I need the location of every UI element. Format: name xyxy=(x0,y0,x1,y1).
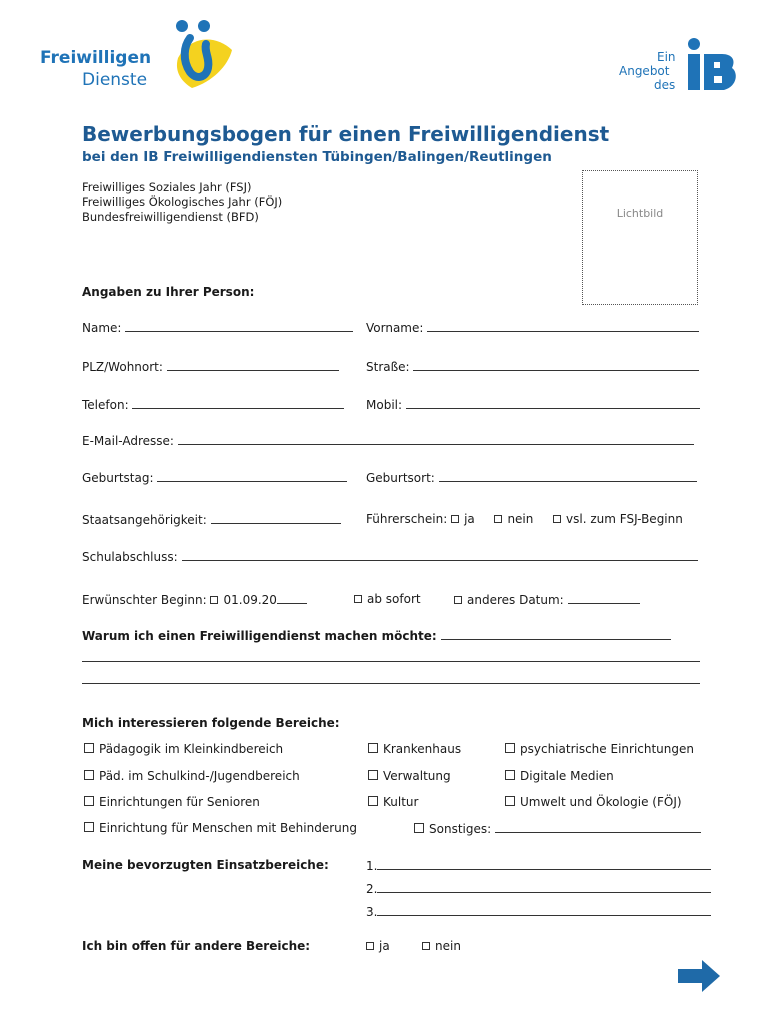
anderes-datum-checkbox[interactable] xyxy=(454,596,462,604)
email-field[interactable] xyxy=(82,433,694,448)
beginn-field xyxy=(82,592,307,607)
preferred-number: 1. xyxy=(366,859,378,873)
interest-umwelt[interactable] xyxy=(505,795,682,809)
plz-field[interactable] xyxy=(82,359,339,374)
interest-label: Päd. im Schulkind-/Jugendbereich xyxy=(99,769,300,783)
checkbox[interactable] xyxy=(505,770,515,780)
strasse-label: Straße: xyxy=(366,360,410,374)
fuehrerschein-vsl-checkbox[interactable] xyxy=(553,515,561,523)
logo-line-1: Freiwilligen xyxy=(40,48,152,68)
vorname-field[interactable] xyxy=(366,320,699,335)
schule-label: Schulabschluss: xyxy=(82,550,178,564)
open-heading: Ich bin offen für andere Bereiche: xyxy=(82,939,311,953)
fs-ja-label: ja xyxy=(464,512,475,526)
geburtstag-line[interactable] xyxy=(157,470,347,482)
ab-sofort-label: ab sofort xyxy=(367,592,421,606)
interest-psychiatrie[interactable] xyxy=(505,742,694,756)
preferred-line[interactable] xyxy=(377,858,711,870)
open-ja-option[interactable] xyxy=(366,939,390,953)
interest-krankenhaus[interactable] xyxy=(368,742,461,756)
section-person-heading: Angaben zu Ihrer Person: xyxy=(82,285,255,299)
interest-label: Krankenhaus xyxy=(383,742,462,756)
interest-kultur[interactable] xyxy=(368,795,418,809)
open-ja-checkbox[interactable] xyxy=(366,942,374,950)
telefon-line[interactable] xyxy=(132,397,344,409)
open-ja-label: ja xyxy=(379,939,390,953)
interest-label: Kultur xyxy=(383,795,419,809)
checkbox[interactable] xyxy=(414,823,424,833)
interest-digitale-medien[interactable] xyxy=(505,769,614,783)
program-fsj: Freiwilliges Soziales Jahr (FSJ) xyxy=(82,180,252,194)
geburtstag-field[interactable] xyxy=(82,470,347,485)
interest-sonstiges[interactable] xyxy=(414,821,701,836)
preferred-line[interactable] xyxy=(377,904,711,916)
fs-nein-label: nein xyxy=(507,512,534,526)
anderes-datum-option[interactable] xyxy=(454,592,640,607)
geburtsort-line[interactable] xyxy=(439,470,697,482)
name-field[interactable] xyxy=(82,320,353,335)
interest-label: Umwelt und Ökologie (FÖJ) xyxy=(520,795,682,809)
ab-sofort-option[interactable] xyxy=(354,592,421,606)
photo-box[interactable] xyxy=(582,170,698,305)
name-line[interactable] xyxy=(125,320,353,332)
warum-field[interactable] xyxy=(82,628,671,643)
ib-logo-line-2: Angebot xyxy=(619,64,670,78)
telefon-field[interactable] xyxy=(82,397,344,412)
plz-line[interactable] xyxy=(167,359,339,371)
preferred-line[interactable] xyxy=(377,881,711,893)
fuehrerschein-nein-checkbox[interactable] xyxy=(494,515,502,523)
geburtsort-label: Geburtsort: xyxy=(366,471,435,485)
ib-logo-icon xyxy=(682,36,742,96)
staat-line[interactable] xyxy=(211,512,341,524)
interest-label: Pädagogik im Kleinkindbereich xyxy=(99,742,284,756)
beginn-year-line[interactable] xyxy=(277,592,307,604)
interest-label: Sonstiges: xyxy=(429,822,492,836)
preferred-3[interactable] xyxy=(366,904,711,919)
strasse-field[interactable] xyxy=(366,359,699,374)
ib-logo-line-1: Ein xyxy=(657,50,676,64)
vorname-line[interactable] xyxy=(427,320,699,332)
geburtstag-label: Geburtstag: xyxy=(82,471,154,485)
program-foj: Freiwilliges Ökologisches Jahr (FÖJ) xyxy=(82,195,283,209)
interest-verwaltung[interactable] xyxy=(368,769,451,783)
checkbox[interactable] xyxy=(368,770,378,780)
checkbox[interactable] xyxy=(368,743,378,753)
open-nein-label: nein xyxy=(435,939,461,953)
interest-label: Einrichtungen für Senioren xyxy=(99,795,260,809)
preferred-number: 3. xyxy=(366,905,378,919)
interest-senioren[interactable] xyxy=(84,795,260,809)
ab-sofort-checkbox[interactable] xyxy=(354,595,362,603)
schule-field[interactable] xyxy=(82,549,698,564)
checkbox[interactable] xyxy=(505,796,515,806)
plz-label: PLZ/Wohnort: xyxy=(82,360,163,374)
fuehrerschein-ja-checkbox[interactable] xyxy=(451,515,459,523)
warum-label: Warum ich einen Freiwilligendienst machen möchte: xyxy=(82,629,437,643)
checkbox[interactable] xyxy=(505,743,515,753)
preferred-2[interactable] xyxy=(366,881,711,896)
interest-label: Digitale Medien xyxy=(520,769,614,783)
open-nein-checkbox[interactable] xyxy=(422,942,430,950)
preferred-heading: Meine bevorzugten Einsatzbereiche: xyxy=(82,858,329,872)
page-title: Bewerbungsbogen für einen Freiwilligendienst xyxy=(82,122,610,146)
interest-behinderung[interactable] xyxy=(84,821,357,835)
mobil-label: Mobil: xyxy=(366,398,403,412)
sonstiges-line[interactable] xyxy=(495,821,701,833)
interests-heading: Mich interessieren folgende Bereiche: xyxy=(82,716,340,730)
fs-vsl-label: vsl. zum FSJ-Beginn xyxy=(566,512,683,526)
vorname-label: Vorname: xyxy=(366,321,424,335)
interest-schulkind[interactable] xyxy=(84,769,300,783)
staat-label: Staatsangehörigkeit: xyxy=(82,513,207,527)
mobil-line[interactable] xyxy=(406,397,700,409)
email-label: E-Mail-Adresse: xyxy=(82,434,174,448)
photo-label: Lichtbild xyxy=(616,207,664,220)
program-bfd: Bundesfreiwilligendienst (BFD) xyxy=(82,210,259,224)
logo-line-2: Dienste xyxy=(82,70,148,90)
interest-paedagogik[interactable] xyxy=(84,742,283,756)
interest-label: psychiatrische Einrichtungen xyxy=(520,742,694,756)
name-label: Name: xyxy=(82,321,122,335)
warum-line-1[interactable] xyxy=(441,628,671,640)
schule-line[interactable] xyxy=(182,549,698,561)
beginn-date-checkbox[interactable] xyxy=(210,596,218,604)
geburtsort-field[interactable] xyxy=(366,470,697,485)
page-subtitle: bei den IB Freiwilligendiensten Tübingen/Balingen/Reutlingen xyxy=(82,149,552,165)
mobil-field[interactable] xyxy=(366,397,700,412)
strasse-line[interactable] xyxy=(413,359,699,371)
checkbox[interactable] xyxy=(84,822,94,832)
anderes-datum-line[interactable] xyxy=(568,592,640,604)
beginn-label: Erwünschter Beginn: xyxy=(82,593,207,607)
interest-label: Einrichtung für Menschen mit Behinderung xyxy=(99,821,357,835)
beginn-date-label: 01.09.20 xyxy=(223,593,277,607)
heart-figure-logo-icon xyxy=(160,16,240,96)
fuehrerschein-field xyxy=(366,512,683,526)
checkbox[interactable] xyxy=(368,796,378,806)
checkbox[interactable] xyxy=(84,796,94,806)
checkbox[interactable] xyxy=(84,770,94,780)
anderes-datum-label: anderes Datum: xyxy=(467,593,564,607)
preferred-1[interactable] xyxy=(366,858,711,873)
warum-line-3[interactable] xyxy=(82,683,700,684)
warum-line-2[interactable] xyxy=(82,661,700,662)
email-line[interactable] xyxy=(178,433,694,445)
preferred-number: 2. xyxy=(366,882,378,896)
ib-brand-text xyxy=(715,96,716,97)
open-nein-option[interactable] xyxy=(422,939,461,953)
telefon-label: Telefon: xyxy=(82,398,129,412)
staat-field[interactable] xyxy=(82,512,341,527)
fuehrerschein-label: Führerschein: xyxy=(366,512,448,526)
ib-logo-line-3: des xyxy=(654,78,676,92)
checkbox[interactable] xyxy=(84,743,94,753)
interest-label: Verwaltung xyxy=(383,769,451,783)
next-page-arrow-icon[interactable] xyxy=(678,960,720,992)
